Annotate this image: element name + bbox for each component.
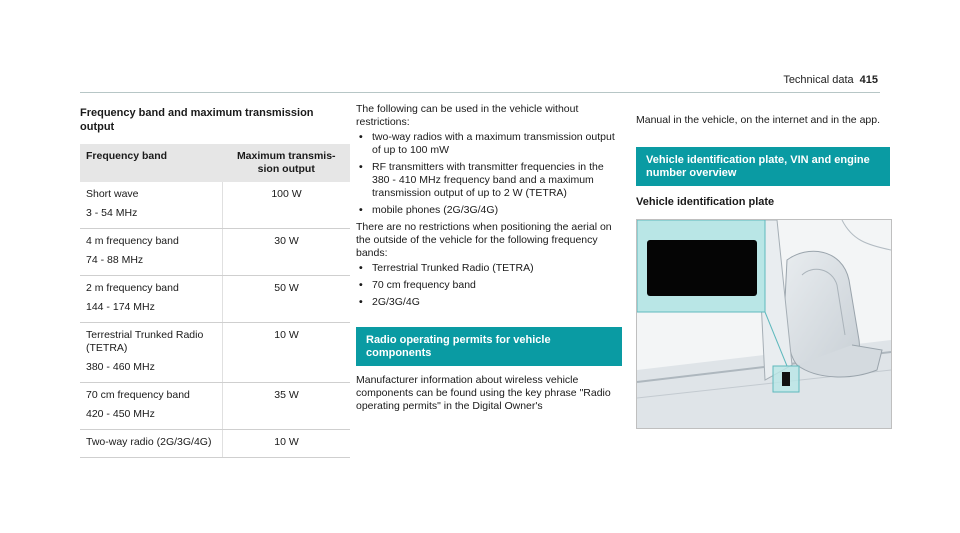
band-output: 100 W [223, 182, 351, 229]
band-output: 10 W [223, 323, 351, 383]
list-item: • mobile phones (2G/3G/4G) [356, 204, 622, 217]
band-output: 50 W [223, 276, 351, 323]
band-range: 380 - 460 MHz [86, 361, 155, 373]
col-header-band: Frequency band [80, 144, 223, 182]
frequency-heading: Frequency band and maximum transmission output [80, 107, 314, 133]
car-door-pillar-image [636, 219, 892, 429]
running-header [783, 74, 878, 86]
table-row [80, 383, 350, 430]
list-item: • 70 cm frequency band [356, 279, 622, 292]
list-item: • RF transmitters with transmitter frequencies in the 380 - 410 MHz frequency band and a maximum transmission output of up to 2 W (TETRA) [356, 161, 622, 200]
header-rule [80, 92, 880, 93]
unrestricted-list [356, 131, 622, 217]
band-output: 30 W [223, 229, 351, 276]
band-range: 420 - 450 MHz [86, 408, 155, 420]
plate-subheading: Vehicle identification plate [636, 195, 775, 208]
band-name: Terrestrial Trunked Radio (TETRA) [86, 329, 204, 354]
band-name: 2 m frequency band [86, 282, 179, 294]
manual-paragraph: Manual in the vehicle, on the internet and in the app. [636, 113, 881, 126]
frequency-column [80, 106, 350, 458]
list-item: • two-way radios with a maximum transmission output of up to 100 mW [356, 131, 622, 157]
aerial-list [356, 262, 622, 309]
page-number: 415 [859, 74, 878, 86]
table-row [80, 229, 350, 276]
restrictions-column [356, 103, 622, 415]
band-name: Short wave [86, 188, 139, 200]
list-item: • Terrestrial Trunked Radio (TETRA) [356, 262, 622, 275]
list-item: • 2G/3G/4G [356, 296, 622, 309]
table-row [80, 430, 350, 458]
radio-permits-heading: Radio operating permits for vehicle components [356, 327, 622, 366]
identification-column [636, 103, 890, 429]
frequency-table [80, 144, 350, 458]
intro-paragraph: The following can be used in the vehicle without restrictions: [356, 103, 579, 128]
col-header-output: Maximum transmis-sion output [223, 144, 351, 182]
band-output: 10 W [223, 430, 351, 458]
band-output: 35 W [223, 383, 351, 430]
aerial-paragraph: There are no restrictions when positioning the aerial on the outside of the vehicle for the following frequency bands: [356, 221, 612, 259]
band-range: 144 - 174 MHz [86, 301, 155, 313]
band-range: 3 - 54 MHz [86, 207, 138, 219]
band-range: 74 - 88 MHz [86, 254, 144, 266]
table-row [80, 276, 350, 323]
car-door-illustration [637, 220, 891, 428]
section-title: Technical data [783, 74, 854, 86]
permits-paragraph: Manufacturer information about wireless vehicle components can be found using the key phrase "Radio operating permits" in the Digital Owner's [356, 374, 611, 412]
table-header-row [80, 144, 350, 182]
vin-overview-heading: Vehicle identification plate, VIN and engine number overview [636, 147, 890, 186]
band-name: 4 m frequency band [86, 235, 179, 247]
band-name: Two-way radio (2G/3G/4G) [86, 436, 212, 448]
band-name: 70 cm frequency band [86, 389, 190, 401]
table-row [80, 323, 350, 383]
table-row [80, 182, 350, 229]
